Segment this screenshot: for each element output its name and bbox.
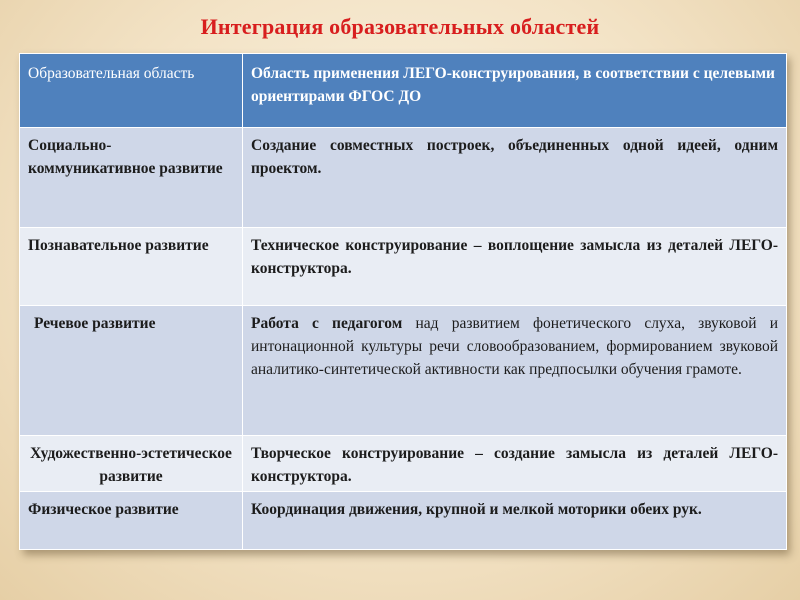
header-lego-application: Область применения ЛЕГО-конструирования, в соответствии с целевыми ориентирами ФГОС ДО	[243, 54, 787, 128]
table-row	[20, 228, 787, 306]
application-cell: Творческое конструирование – создание замысла из деталей ЛЕГО-конструктора.	[243, 436, 787, 492]
application-cell: Техническое конструирование – воплощение замысла из деталей ЛЕГО-конструктора.	[243, 228, 787, 306]
table-row	[20, 128, 787, 228]
application-text: над развитием фонетического слуха, звуковой и интонационной культуры речи словообразованием, формированием звуковой аналитико-синтетической активности как предпосылки обучения грамоте.	[251, 315, 779, 378]
page-title: Интеграция образовательных областей	[200, 14, 600, 39]
table-header-row	[20, 54, 787, 128]
table-row	[20, 436, 787, 492]
area-cell: Физическое развитие	[20, 492, 243, 550]
integration-table-container	[19, 53, 786, 550]
area-cell: Речевое развитие	[20, 306, 243, 436]
table-row	[20, 306, 787, 436]
application-bold-text: Работа с педагогом	[251, 315, 403, 332]
table-row	[20, 492, 787, 550]
application-cell: Создание совместных построек, объединенных одной идеей, одним проектом.	[243, 128, 787, 228]
header-educational-area: Образовательная область	[20, 54, 243, 128]
application-cell	[243, 306, 787, 436]
application-cell: Координация движения, крупной и мелкой моторики обеих рук.	[243, 492, 787, 550]
integration-table	[19, 53, 787, 550]
area-cell: Социально-коммуникативное развитие	[20, 128, 243, 228]
area-cell: Познавательное развитие	[20, 228, 243, 306]
area-cell: Художественно-эстетическое развитие	[20, 436, 243, 492]
